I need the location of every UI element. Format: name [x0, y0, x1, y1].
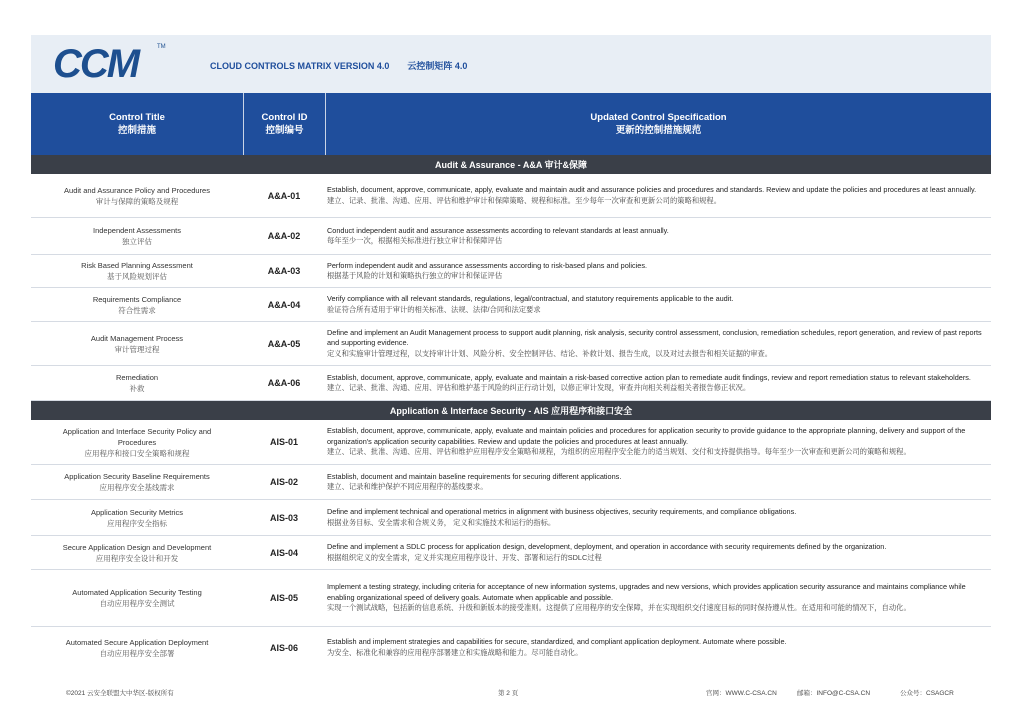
control-title	[31, 288, 243, 321]
control-title-en: Secure Application Design and Development	[62, 542, 212, 552]
table-row	[31, 536, 991, 570]
column-header-control-title	[31, 93, 243, 155]
control-title	[31, 627, 243, 668]
control-title	[31, 366, 243, 400]
control-title-en: Application Security Metrics	[90, 507, 184, 517]
control-title-en: Risk Based Planning Assessment	[81, 261, 193, 270]
spec-zh: 为安全、标准化和兼容的应用程序部署建立和实施战略和能力。尽可能自动化。	[327, 647, 583, 657]
control-title-zh: 应用程序和接口安全策略和规程	[84, 448, 190, 458]
spec-zh: 建立、记录、批准、沟通、应用、评估和维护基于风险的纠正行动计划，以修正审计发现，审查并向相关利益相关者报告修正状况。	[327, 383, 751, 392]
spec-en: Implement a testing strategy, including criteria for acceptance of new information systems, upgrades and new versions, which provides application security assurance and maintains compliance while enabling organizational speed of delivery goals. Automate when applicable and possible.	[327, 582, 966, 602]
control-title-zh: 基于风险规划评估	[107, 272, 167, 281]
control-id: AIS-04	[269, 547, 298, 558]
control-specification	[325, 255, 991, 287]
spec-en: Define and implement an Audit Management process to support audit planning, risk analysis, security control assessment, conclusion, remediation schedules, report generation, and review of past reports and supporting evidence.	[327, 327, 982, 348]
column-header-specification	[325, 93, 991, 155]
spec-zh: 实现一个测试战略，包括新的信息系统、升级和新版本的接受准则。这提供了应用程序的安全保障，并在实现组织交付速度目标的同时保持遵从性。在适用和可能的情况下，自动化。	[327, 603, 911, 613]
spec-en: Establish, document, approve, communicate, apply, evaluate and maintain policies and procedures for application security to provide guidance to the appropriate planning, delivery and support of the organization's application security capabilities. Review and update the policies and procedures at least annually.	[327, 426, 966, 446]
table-row	[31, 174, 991, 218]
control-title-en: Audit and Assurance Policy and Procedures	[64, 185, 210, 195]
spec-en: Establish, document, approve, communicate, apply, evaluate and maintain a risk-based corrective action plan to remediate audit findings, review and report remediation status to relevant stakeholders.	[327, 372, 971, 382]
section-heading-audit-assurance: Audit & Assurance - A&A 审计&保障	[31, 155, 991, 174]
spec-zh: 定义和实施审计管理过程，以支持审计计划、风险分析、安全控制评估、结论、补救计划、报告生成，以及对过去报告和相关证据的审查。	[327, 348, 773, 358]
footer-wechat: 公众号：CSAGCR	[900, 690, 954, 697]
spec-en: Conduct independent audit and assurance assessments according to relevant standards at least annually.	[327, 225, 669, 235]
table-row	[31, 288, 991, 322]
control-title-en: Independent Assessments	[93, 226, 181, 235]
control-title-en: Remediation	[115, 373, 159, 382]
table-row	[31, 255, 991, 288]
control-title	[31, 465, 243, 499]
control-title-zh: 应用程序安全基线需求	[99, 483, 175, 492]
spec-zh: 建立、记录、批准、沟通、应用、评估和维护应用程序安全策略和规程，为组织的应用程序安全能力的适当规划、交付和支持提供指导。每年至少一次审查和更新公司的策略和规程。	[327, 447, 911, 457]
control-title-zh: 审计管理过程	[114, 344, 160, 354]
control-title	[31, 420, 243, 464]
control-title	[31, 255, 243, 287]
logo-trademark: TM	[157, 44, 166, 50]
control-specification	[325, 218, 991, 254]
footer-page-number: 第 2 页	[498, 690, 519, 697]
control-specification	[325, 570, 991, 626]
control-id: A&A-04	[267, 299, 301, 310]
control-id: A&A-06	[267, 378, 301, 388]
control-title	[31, 536, 243, 569]
control-specification	[325, 366, 991, 400]
document-title	[210, 59, 485, 72]
column-header-title-en: Control Title	[109, 112, 165, 123]
control-specification	[325, 288, 991, 321]
document-title-zh: 云控制矩阵 4.0	[407, 61, 468, 71]
ccm-logo	[53, 42, 166, 86]
table-row	[31, 570, 991, 627]
control-title-en: Application Security Baseline Requirements	[64, 472, 210, 481]
section-heading-application-interface-security: Application & Interface Security - AIS 应用程序和接口安全	[31, 401, 991, 420]
control-id: A&A-01	[267, 190, 301, 201]
table-row	[31, 465, 991, 500]
control-title-zh: 自动应用程序安全测试	[99, 599, 175, 608]
control-title	[31, 322, 243, 365]
spec-en: Establish, document, approve, communicate, apply, evaluate and maintain audit and assurance policies and procedures and standards. Review and update the policies and procedures at least annually.	[327, 185, 977, 194]
footer-website-link[interactable]: 官网：WWW.C-CSA.CN	[706, 690, 777, 697]
control-specification	[325, 536, 991, 569]
control-id: A&A-05	[267, 338, 301, 349]
control-title-zh: 应用程序安全设计和开发	[95, 553, 179, 563]
footer-copyright: ©2021 云安全联盟大中华区-版权所有	[66, 690, 174, 697]
footer-email-link[interactable]: 邮箱：INFO@C-CSA.CN	[797, 690, 871, 697]
control-title-en: Automated Application Security Testing	[72, 588, 202, 597]
spec-en: Define and implement a SDLC process for application design, development, deployment, and operation in accordance with security requirements defined by the organization.	[327, 542, 887, 551]
document-title-en: CLOUD CONTROLS MATRIX VERSION 4.0	[210, 61, 390, 71]
control-title	[31, 218, 243, 254]
control-title	[31, 570, 243, 626]
spec-en: Verify compliance with all relevant standards, regulations, legal/contractual, and statutory requirements applicable to the audit.	[327, 294, 734, 303]
spec-zh: 验证符合所有适用于审计的相关标准、法规、法律/合同和法定要求	[327, 304, 541, 314]
spec-zh: 建立、记录、批准、沟通、应用、评估和维护审计和保障策略、规程和标准。至少每年一次审查和更新公司的策略和规程。	[327, 195, 722, 205]
control-title-zh: 补救	[129, 384, 145, 393]
control-title-zh: 符合性需求	[118, 305, 156, 315]
control-id: A&A-02	[267, 231, 301, 241]
table-header	[31, 93, 991, 155]
spec-zh: 根据基于风险的计划和策略执行独立的审计和保证评估	[327, 271, 503, 280]
control-specification	[325, 322, 991, 365]
control-title-zh: 自动应用程序安全部署	[99, 648, 175, 658]
column-header-control-id	[243, 93, 325, 155]
control-specification	[325, 174, 991, 217]
control-title	[31, 500, 243, 535]
spec-zh: 根据业务目标、安全需求和合规义务， 定义和实施技术和运行的指标。	[327, 517, 556, 527]
table-row	[31, 500, 991, 536]
table-row	[31, 420, 991, 465]
column-header-spec-zh: 更新的控制措施规范	[615, 125, 702, 136]
control-id: AIS-01	[269, 437, 298, 447]
control-id: AIS-02	[269, 477, 298, 487]
table-row	[31, 322, 991, 366]
control-title-zh: 独立评估	[122, 237, 152, 246]
control-specification	[325, 420, 991, 464]
spec-zh: 根据组织定义的安全需求，定义并实现应用程序设计、开发、部署和运行的SDLC过程	[327, 552, 602, 562]
control-id: AIS-05	[269, 593, 298, 603]
control-title-en: Requirements Compliance	[92, 294, 182, 304]
column-header-spec-en: Updated Control Specification	[590, 112, 727, 123]
control-specification	[325, 627, 991, 668]
spec-en: Perform independent audit and assurance assessments according to risk-based plans and policies.	[327, 260, 648, 270]
control-title-en: Application and Interface Security Policy and Procedures	[62, 426, 212, 447]
control-title-zh: 审计与保障的策略及规程	[95, 196, 179, 206]
control-id: A&A-03	[267, 266, 301, 276]
spec-en: Establish, document and maintain baseline requirements for securing different applications.	[327, 471, 622, 481]
control-id: AIS-06	[269, 642, 298, 653]
column-header-id-zh: 控制编号	[265, 125, 304, 136]
spec-zh: 每年至少一次，根据相关标准进行独立审计和保障评估	[327, 236, 503, 245]
table-row	[31, 627, 991, 668]
control-title	[31, 174, 243, 217]
column-header-id-en: Control ID	[261, 112, 308, 123]
spec-zh: 建立、记录和维护保护不同应用程序的基线要求。	[327, 482, 488, 491]
document-banner	[31, 35, 991, 93]
control-title-zh: 应用程序安全指标	[107, 518, 167, 528]
document-page	[31, 35, 991, 668]
spec-en: Define and implement technical and operational metrics in alignment with business objectives, security requirements, and compliance obligations.	[327, 507, 797, 516]
control-specification	[325, 465, 991, 499]
table-row	[31, 218, 991, 255]
logo-text: CCM	[53, 42, 139, 86]
control-title-en: Automated Secure Application Deployment	[65, 637, 209, 647]
column-header-title-zh: 控制措施	[117, 125, 156, 136]
control-title-en: Audit Management Process	[90, 333, 184, 343]
table-row	[31, 366, 991, 401]
control-id: AIS-03	[269, 512, 298, 523]
spec-en: Establish and implement strategies and capabilities for secure, standardized, and compliant application deployment. Automate where possible.	[327, 637, 787, 646]
control-specification	[325, 500, 991, 535]
